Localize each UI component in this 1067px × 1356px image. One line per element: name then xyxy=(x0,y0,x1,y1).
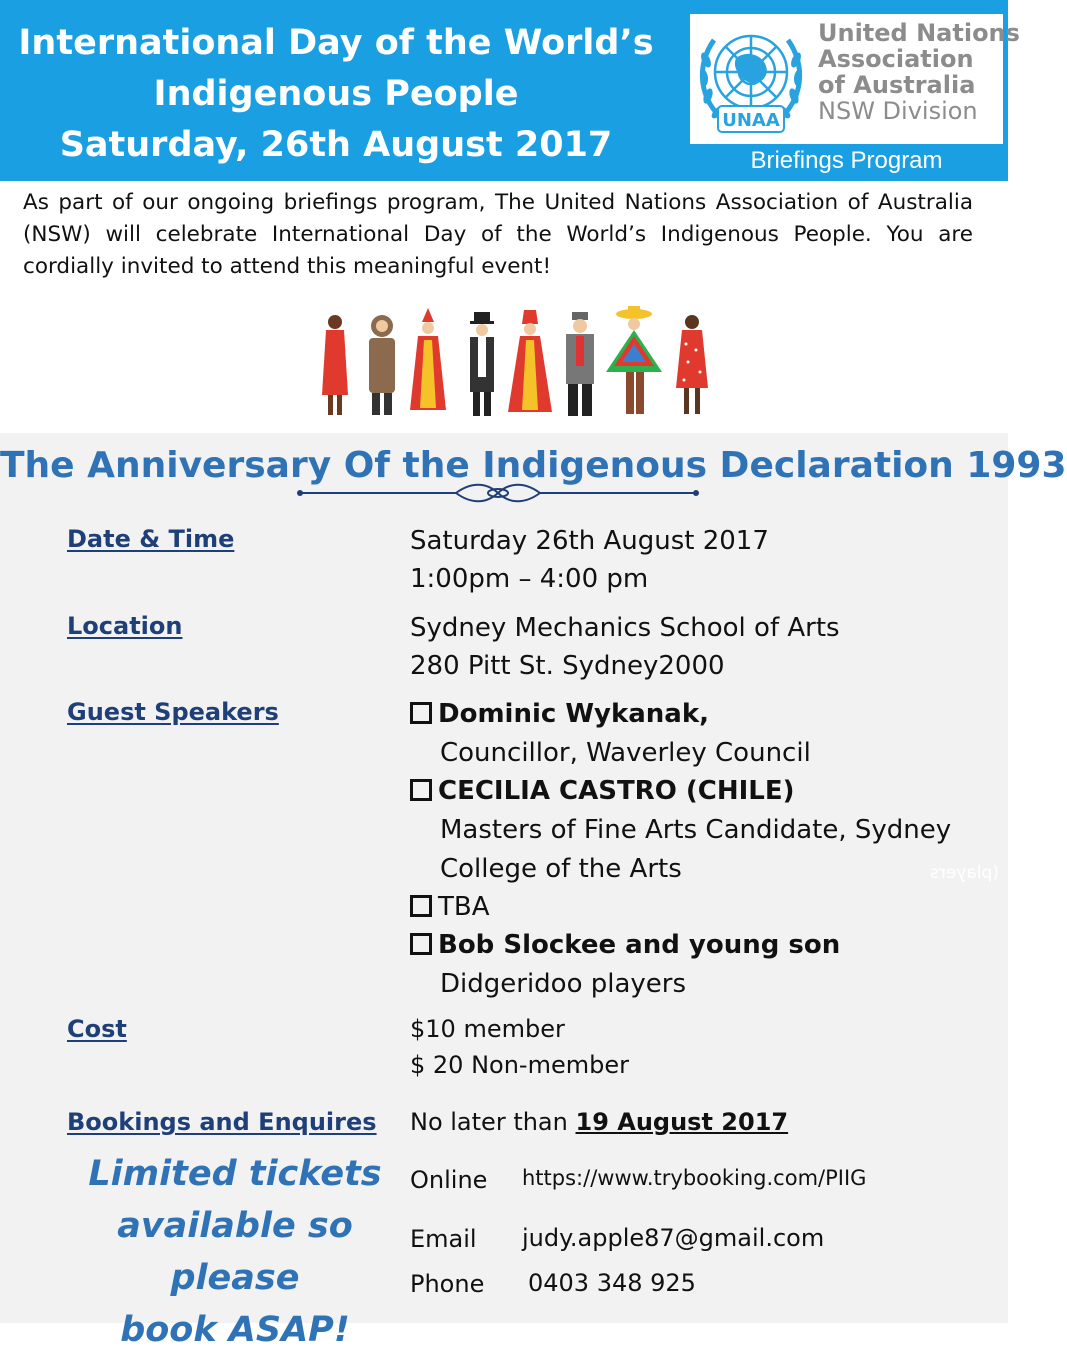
deadline-date: 19 August 2017 xyxy=(575,1108,789,1136)
logo-text-line3: of Australia xyxy=(818,71,976,99)
booking-deadline xyxy=(410,1104,788,1140)
person-figure-6 xyxy=(566,312,594,416)
speaker-4-name-text: Bob Slockee and young son xyxy=(438,930,841,960)
speaker-2-desc2: College of the Arts xyxy=(440,854,682,884)
logo-text-line2: Association xyxy=(818,45,974,73)
person-figure-4 xyxy=(470,312,494,416)
person-figure-5 xyxy=(508,310,552,412)
header-title-line3: Saturday, 26th August 2017 xyxy=(59,125,613,165)
date-value: Saturday 26th August 2017 xyxy=(410,526,769,556)
logo-text-line1: United Nations xyxy=(818,19,1020,47)
online-label: Online xyxy=(410,1166,488,1194)
speaker-4-desc: Didgeridoo players xyxy=(440,969,687,999)
header-banner xyxy=(0,0,1020,181)
limited-line2: available so please xyxy=(117,1206,353,1298)
logo-emblem-text: UNAA xyxy=(722,110,780,131)
speaker-3-name xyxy=(410,888,490,926)
person-figure-7 xyxy=(606,306,662,414)
cost-label: Cost xyxy=(67,1015,127,1043)
email-label: Email xyxy=(410,1225,477,1253)
header-title xyxy=(0,18,672,171)
indigenous-people-illustration xyxy=(300,300,740,430)
speaker-1-desc: Councillor, Waverley Council xyxy=(440,738,811,768)
checkbox-icon xyxy=(410,895,432,917)
mirrored-text: (players xyxy=(930,863,999,883)
location-line2: 280 Pitt St. Sydney2000 xyxy=(410,651,725,681)
limited-tickets-note xyxy=(60,1148,410,1356)
checkbox-icon xyxy=(410,702,432,724)
online-link[interactable]: https://www.trybooking.com/PIIG xyxy=(522,1166,867,1190)
person-figure-8 xyxy=(676,315,708,414)
checkbox-icon xyxy=(410,779,432,801)
speaker-2-name-text: CECILIA CASTRO (CHILE) xyxy=(438,776,795,806)
location-label: Location xyxy=(67,612,183,640)
person-figure-3 xyxy=(410,308,446,410)
email-link[interactable]: judy.apple87@gmail.com xyxy=(522,1224,825,1252)
speaker-1-name xyxy=(410,695,709,733)
bookings-label: Bookings and Enquires xyxy=(67,1108,377,1136)
speaker-1-name-text: Dominic Wykanak, xyxy=(438,699,710,729)
header-title-line2: Indigenous People xyxy=(153,74,519,114)
phone-label: Phone xyxy=(410,1270,485,1298)
unaa-logo xyxy=(690,14,1020,144)
date-time-label: Date & Time xyxy=(67,525,235,553)
location-line1: Sydney Mechanics School of Arts xyxy=(410,613,840,643)
logo-text xyxy=(818,20,1020,124)
person-figure-2 xyxy=(369,315,395,415)
speaker-2-name xyxy=(410,772,794,810)
flourish-divider-icon xyxy=(296,482,700,504)
cost-member: $10 member xyxy=(410,1015,565,1043)
speaker-3-name-text: TBA xyxy=(438,892,490,922)
checkbox-icon xyxy=(410,933,432,955)
limited-line1: Limited tickets xyxy=(88,1154,382,1194)
phone-number: 0403 348 925 xyxy=(528,1269,696,1297)
speaker-2-desc1: Masters of Fine Arts Candidate, Sydney xyxy=(440,815,952,845)
intro-paragraph: As part of our ongoing briefings program, The United Nations Association of Australia (NSW) will celebrate International Day of the World’s Indigenous People. You are cordially invited to attend this meaningful event! xyxy=(23,190,973,279)
logo-text-line4: NSW Division xyxy=(818,97,978,125)
guest-speakers-label: Guest Speakers xyxy=(67,698,279,726)
header-title-line1: International Day of the World’s xyxy=(18,23,654,63)
time-value: 1:00pm – 4:00 pm xyxy=(410,564,649,594)
limited-line3: book ASAP! xyxy=(120,1310,350,1350)
person-figure-1 xyxy=(322,315,348,415)
deadline-prefix: No later than xyxy=(410,1108,568,1136)
event-title: The Anniversary Of the Indigenous Declaration 1993 xyxy=(0,445,1067,486)
un-emblem-icon xyxy=(696,20,806,138)
cost-nonmember: $ 20 Non-member xyxy=(410,1051,629,1079)
briefings-program-label: Briefings Program xyxy=(750,147,943,174)
speaker-4-name xyxy=(410,926,840,964)
